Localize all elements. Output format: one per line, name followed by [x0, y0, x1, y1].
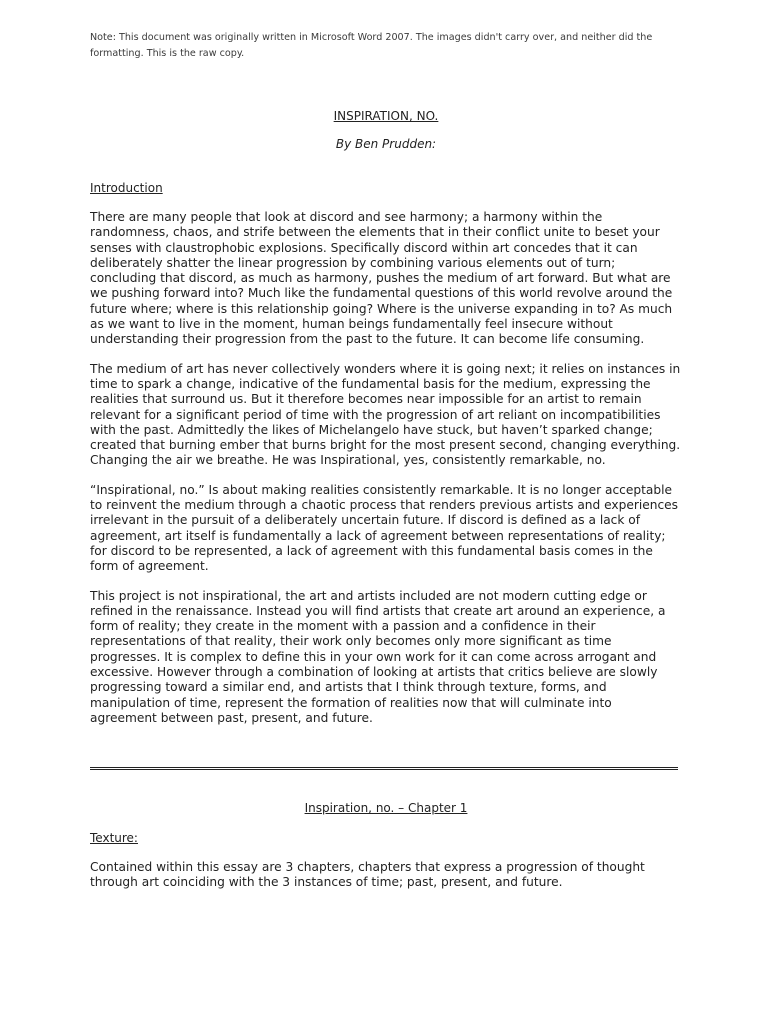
document-title: INSPIRATION, NO.	[333, 109, 439, 123]
introduction-heading: Introduction	[90, 181, 163, 195]
introduction-paragraph: There are many people that look at discord and see harmony; a harmony within the randomness, chaos, and strife between the elements that in their conflict unite to beset your senses with claustrophobic explosions. Specifically discord within art concedes that it can deliberately shatter the linear progression by combining various elements out of turn; concluding that discord, as much as harmony, pushes the medium of art forward. But what are we pushing forward into? Much like the fundamental questions of this world revolve around the future where; where is this relationship going? Where is the universe expanding in to? As much as we want to live in the moment, human beings fundamentally feel insecure without understanding their progression from the past to the future. It can become life consuming.	[90, 210, 673, 347]
chapter-1-title: Inspiration, no. – Chapter 1	[304, 801, 468, 815]
introduction-paragraph: The medium of art has never collectively wonders where it is going next; it relies on instances in time to spark a change, indicative of the fundamental basis for the medium, expressing the realities that surround us. But it therefore becomes near impossible for an artist to remain relevant for a significant period of time with the progression of art reliant on incompatibilities with the past. Admittedly the likes of Michelangelo have stuck, but haven’t sparked change; created that burning ember that burns bright for the most present second, changing everything. Changing the air we breathe. He was Inspirational, yes, consistently remarkable, no.	[90, 361, 681, 468]
introduction-paragraph: This project is not inspirational, the art and artists included are not modern cutting edge or refined in the renaissance. Instead you will find artists that create art around an experience, a form of reality; they create in the moment with a passion and a confidence in their representations of that reality, their work only becomes only more significant as time progresses. It is complex to define this in your own work for it can come across arrogant and excessive. However through a combination of looking at artists that critics believe are slowly progressing toward a similar end, and artists that I think through texture, forms, and manipulation of time, represent the formation of realities now that will culminate into agreement between past, present, and future.	[90, 588, 666, 725]
introduction-paragraph: “Inspirational, no.” Is about making realities consistently remarkable. It is no longer acceptable to reinvent the medium through a chaotic process that renders previous artists and experiences irrelevant in the pursuit of a deliberately uncertain future. If discord is defined as a lack of agreement, art itself is fundamentally a lack of agreement between representations of reality; for discord to be represented, a lack of agreement with this fundamental basis comes in the form of agreement.	[90, 482, 679, 574]
chapter-1-paragraph: Contained within this essay are 3 chapters, chapters that express a progression of thought through art coinciding with the 3 instances of time; past, present, and future.	[90, 860, 645, 890]
document-page	[90, 30, 682, 740]
texture-heading: Texture:	[90, 831, 138, 845]
document-byline: By Ben Prudden:	[335, 137, 437, 151]
section-divider	[90, 767, 678, 770]
document-note: Note: This document was originally written in Microsoft Word 2007. The images didn't carry over, and neither did the formatting. This is the raw copy.	[90, 32, 653, 59]
chapter-1-section	[90, 800, 682, 905]
